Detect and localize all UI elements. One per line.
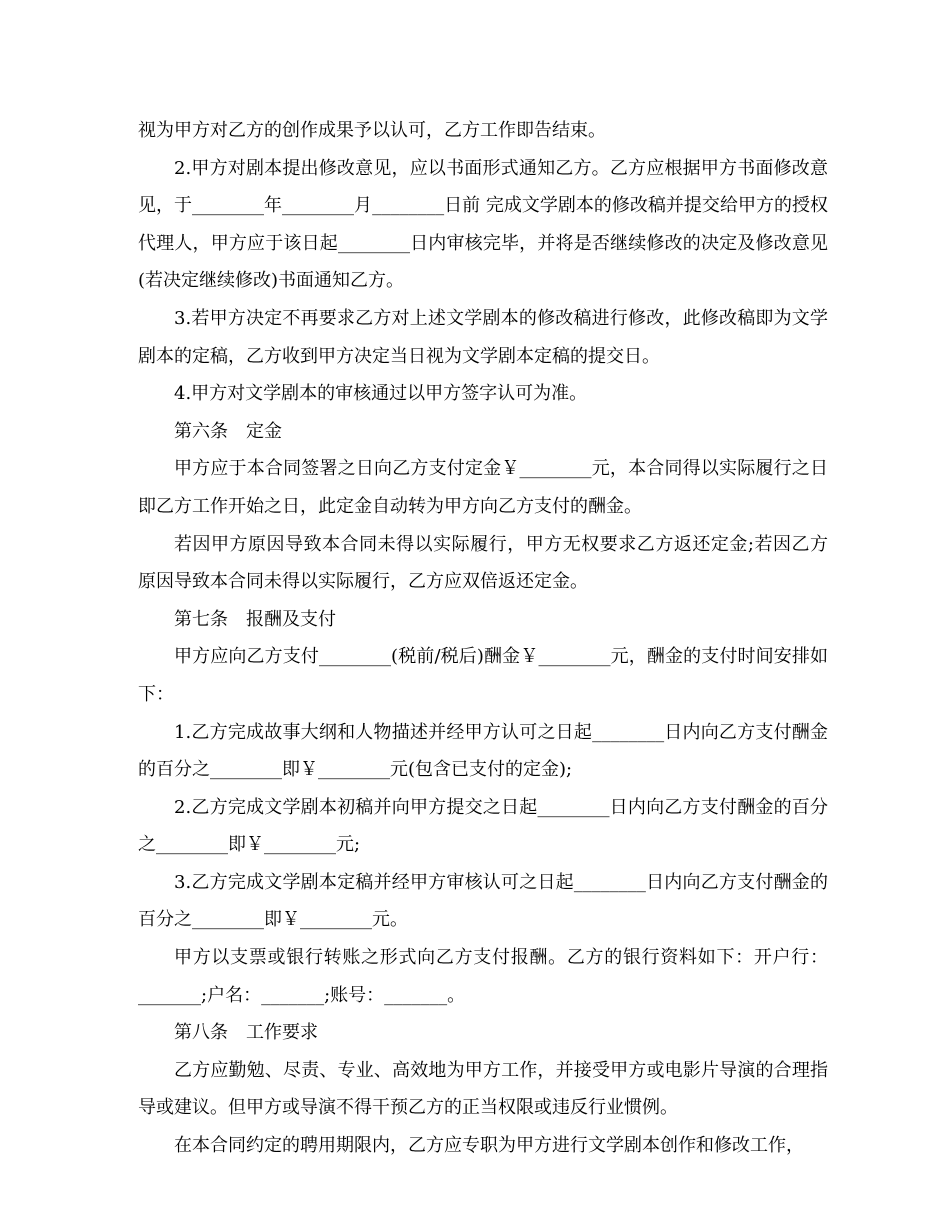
paragraph-clause-5-2: 2.甲方对剧本提出修改意见，应以书面形式通知乙方。乙方应根据甲方书面修改意见，于________年________月________日前 完成文学剧本的修改稿并提交给甲方的授权代理人，甲方应于该日起________日内审核完毕，并将是否继续修改的决定及修改意见(若决定继续修改)书面通知乙方。 (138, 157, 828, 292)
paragraph-payment-2: 2.乙方完成文学剧本初稿并向甲方提交之日起________日内向乙方支付酬金的百分之________即￥________元; (138, 796, 828, 856)
section-heading-article-7: 第七条 报酬及支付 (174, 608, 336, 630)
paragraph-payment-1: 1.乙方完成故事大纲和人物描述并经甲方认可之日起________日内向乙方支付酬金的百分之________即￥________元(包含已支付的定金); (138, 721, 828, 781)
paragraph-deposit-payment: 甲方应于本合同签署之日向乙方支付定金￥________元，本合同得以实际履行之日即乙方工作开始之日，此定金自动转为甲方向乙方支付的酬金。 (138, 458, 828, 517)
paragraph-deposit-return: 若因甲方原因导致本合同未得以实际履行，甲方无权要求乙方返还定金;若因乙方原因导致本合同未得以实际履行，乙方应双倍返还定金。 (138, 533, 828, 593)
paragraph-clause-5-4: 4.甲方对文学剧本的审核通过以甲方签字认可为准。 (174, 383, 588, 405)
paragraph-work-requirements: 乙方应勤勉、尽责、专业、高效地为甲方工作，并接受甲方或电影片导演的合理指导或建议。但甲方或导演不得干预乙方的正当权限或违反行业惯例。 (138, 1059, 828, 1119)
section-heading-article-6: 第六条 定金 (174, 420, 282, 442)
paragraph-clause-5-3: 3.若甲方决定不再要求乙方对上述文学剧本的修改稿进行修改，此修改稿即为文学剧本的定稿，乙方收到甲方决定当日视为文学剧本定稿的提交日。 (138, 307, 828, 367)
contract-body (138, 112, 828, 1165)
paragraph-remuneration-intro: 甲方应向乙方支付________(税前/税后)酬金￥________元，酬金的支付时间安排如下： (138, 646, 828, 705)
section-heading-article-8: 第八条 工作要求 (174, 1022, 318, 1044)
paragraph-continuation: 视为甲方对乙方的创作成果予以认可，乙方工作即告结束。 (138, 120, 606, 141)
paragraph-payment-3: 3.乙方完成文学剧本定稿并经甲方审核认可之日起________日内向乙方支付酬金的百分之________即￥________元。 (138, 871, 828, 931)
paragraph-exclusive-work: 在本合同约定的聘用期限内，乙方应专职为甲方进行文学剧本创作和修改工作， (174, 1135, 804, 1157)
paragraph-bank-details: 甲方以支票或银行转账之形式向乙方支付报酬。乙方的银行资料如下：开户行：_______;户名：_______;账号：_______。 (138, 947, 828, 1006)
